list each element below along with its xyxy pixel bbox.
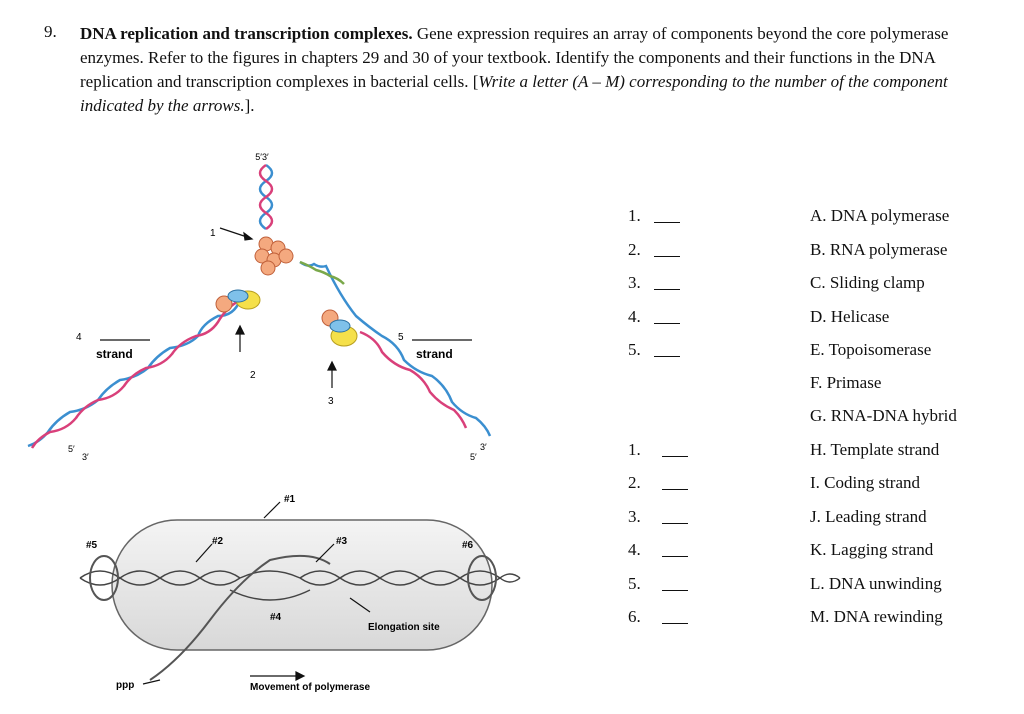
answer-line[interactable] [654, 356, 680, 357]
answer-line[interactable] [654, 289, 680, 290]
answer-line[interactable] [654, 222, 680, 223]
answer-line[interactable] [662, 556, 688, 557]
answer-label: 6. [628, 607, 641, 626]
top-end-label: 5′3′ [255, 152, 269, 162]
callout-4: 4 [76, 332, 82, 343]
strand-left-label: strand [96, 347, 133, 361]
callout-5: 5 [398, 332, 404, 343]
option-k: K. Lagging strand [810, 540, 934, 559]
callout-3: 3 [328, 396, 334, 407]
answer-line[interactable] [654, 323, 680, 324]
callout-1: 1 [210, 228, 216, 239]
option-h: H. Template strand [810, 440, 940, 459]
answer-label: 3. [628, 273, 641, 292]
question-number: 9. [44, 22, 57, 41]
tx-callout-1: #1 [284, 494, 296, 505]
option-a: A. DNA polymerase [810, 206, 950, 225]
tx-callout-3: #3 [336, 536, 348, 547]
answer-label: 4. [628, 540, 641, 559]
answer-line[interactable] [654, 256, 680, 257]
option-g: G. RNA-DNA hybrid [810, 406, 957, 425]
option-f: F. Primase [810, 373, 882, 392]
option-b: B. RNA polymerase [810, 240, 948, 259]
transcription-bubble-figure [0, 480, 560, 714]
right-end-label: 3′ [480, 442, 487, 452]
option-d: D. Helicase [810, 307, 890, 326]
option-l: L. DNA unwinding [810, 574, 942, 593]
answer-label: 2. [628, 240, 641, 259]
polymerase-complex-right [322, 310, 357, 346]
answer-line[interactable] [662, 456, 688, 457]
tx-callout-5: #5 [86, 540, 98, 551]
parental-dna-helix [260, 165, 272, 229]
question-tail: ]. [244, 96, 255, 115]
elongation-site-label: Elongation site [368, 622, 440, 633]
answer-label: 5. [628, 340, 641, 359]
right-dna-arm [300, 262, 490, 436]
ppp-label: ppp [116, 680, 135, 691]
answer-line[interactable] [662, 489, 688, 490]
option-c: C. Sliding clamp [810, 273, 925, 292]
answer-label: 5. [628, 574, 641, 593]
answer-line[interactable] [662, 623, 688, 624]
helicase-shapes [255, 237, 293, 275]
option-m: M. DNA rewinding [810, 607, 943, 626]
strand-right-label: strand [416, 347, 453, 361]
option-e: E. Topoisomerase [810, 340, 932, 359]
answer-label: 4. [628, 307, 641, 326]
answer-label: 1. [628, 440, 641, 459]
question-instruction: Write a letter (A – M) corresponding to the number of the component indicated by the arrows. [80, 72, 948, 115]
question-text [80, 22, 1000, 118]
answer-line[interactable] [662, 590, 688, 591]
right-end-label-2: 5′ [470, 452, 477, 462]
tx-callout-4: #4 [270, 612, 282, 623]
answer-label: 1. [628, 206, 641, 225]
left-end-label: 5′ [68, 444, 75, 454]
option-j: J. Leading strand [810, 507, 927, 526]
movement-label: Movement of polymerase [250, 682, 371, 693]
tx-callout-2: #2 [212, 536, 224, 547]
polymerase-complex-left [216, 290, 260, 312]
question-title: DNA replication and transcription complexes. [80, 24, 413, 43]
tx-callout-6: #6 [462, 540, 474, 551]
left-dna-arm [28, 300, 240, 448]
callout-2: 2 [250, 370, 256, 381]
question-body: Gene expression requires an array of components beyond the core polymerase enzymes. Refer to the figures in chapters 29 and 30 of your textbook. Identify the components and their functions in the DNA replication and transcription complexes in bacterial cells. [ [80, 24, 949, 91]
answer-label: 2. [628, 473, 641, 492]
left-end-label-2: 3′ [82, 452, 89, 462]
answer-label: 3. [628, 507, 641, 526]
answer-line[interactable] [662, 523, 688, 524]
option-i: I. Coding strand [810, 473, 921, 492]
